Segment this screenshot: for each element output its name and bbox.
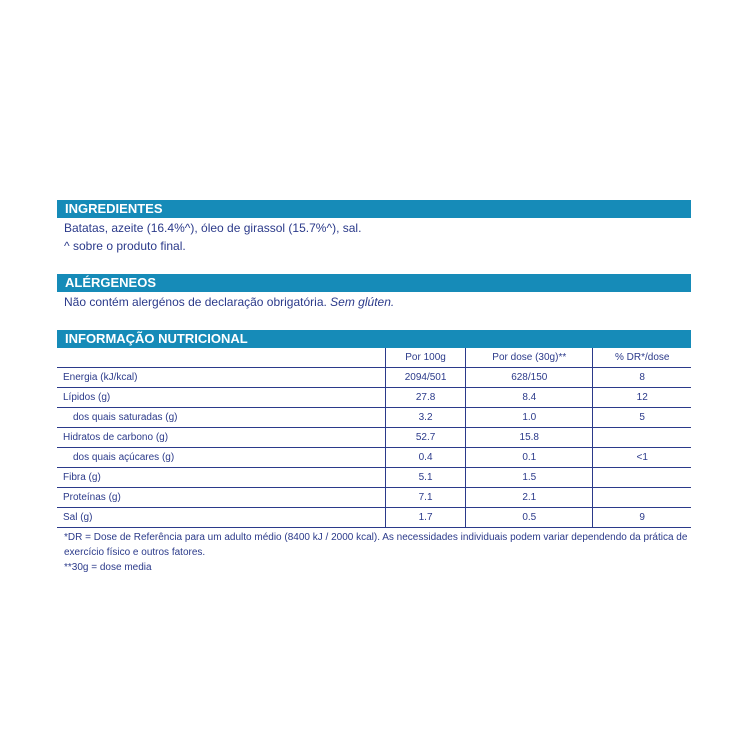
table-row — [57, 508, 691, 528]
allergens-text — [64, 295, 394, 309]
table-cell: 7.1 — [386, 488, 466, 508]
table-cell: Por 100g — [386, 348, 466, 368]
table-cell: 1.7 — [386, 508, 466, 528]
table-row — [57, 428, 691, 448]
table-header-row — [57, 348, 691, 368]
table-cell: 5.1 — [386, 468, 466, 488]
table-cell: 9 — [593, 508, 691, 528]
allergens-header: ALÉRGENEOS — [57, 274, 691, 292]
table-row — [57, 448, 691, 468]
table-row — [57, 368, 691, 388]
table-cell: <1 — [593, 448, 691, 468]
nutrient-label: dos quais saturadas (g) — [57, 408, 386, 428]
table-cell: Por dose (30g)** — [466, 348, 593, 368]
table-cell: 628/150 — [466, 368, 593, 388]
table-cell: 0.4 — [386, 448, 466, 468]
table-cell: 8 — [593, 368, 691, 388]
table-cell: % DR*/dose — [593, 348, 691, 368]
table-row — [57, 468, 691, 488]
table-cell: 2.1 — [466, 488, 593, 508]
table-cell: 27.8 — [386, 388, 466, 408]
nutrient-label: Energia (kJ/kcal) — [57, 368, 386, 388]
nutrient-label: Proteínas (g) — [57, 488, 386, 508]
table-cell: 0.1 — [466, 448, 593, 468]
gluten-free-note: Sem glúten. — [330, 295, 395, 309]
nutrition-table — [57, 348, 691, 528]
nutrient-label: Hidratos de carbono (g) — [57, 428, 386, 448]
nutrition-header: INFORMAÇÃO NUTRICIONAL — [57, 330, 691, 348]
table-cell: 8.4 — [466, 388, 593, 408]
table-cell: 12 — [593, 388, 691, 408]
nutrient-label — [57, 348, 386, 368]
table-cell: 2094/501 — [386, 368, 466, 388]
nutrient-label: Lípidos (g) — [57, 388, 386, 408]
table-cell — [593, 488, 691, 508]
table-cell: 1.0 — [466, 408, 593, 428]
table-cell: 52.7 — [386, 428, 466, 448]
nutrient-label: Sal (g) — [57, 508, 386, 528]
table-row — [57, 388, 691, 408]
ingredients-note: ^ sobre o produto final. — [64, 239, 186, 253]
ingredients-header: INGREDIENTES — [57, 200, 691, 218]
table-cell: 15.8 — [466, 428, 593, 448]
nutrient-label: Fibra (g) — [57, 468, 386, 488]
table-cell: 0.5 — [466, 508, 593, 528]
table-cell — [593, 428, 691, 448]
footnote-dr: *DR = Dose de Referência para um adulto médio (8400 kJ / 2000 kcal). As necessidades individuais podem variar dependendo da prática de exercício físico e outros fatores. — [64, 532, 688, 558]
table-cell: 3.2 — [386, 408, 466, 428]
table-cell — [593, 468, 691, 488]
table-row — [57, 408, 691, 428]
table-row — [57, 488, 691, 508]
ingredients-text: Batatas, azeite (16.4%^), óleo de girassol (15.7%^), sal. — [64, 221, 362, 235]
allergens-statement: Não contém alergénos de declaração obrigatória. — [64, 295, 327, 309]
table-cell: 5 — [593, 408, 691, 428]
table-cell: 1.5 — [466, 468, 593, 488]
nutrient-label: dos quais açúcares (g) — [57, 448, 386, 468]
footnote-dose: **30g = dose media — [64, 562, 152, 573]
